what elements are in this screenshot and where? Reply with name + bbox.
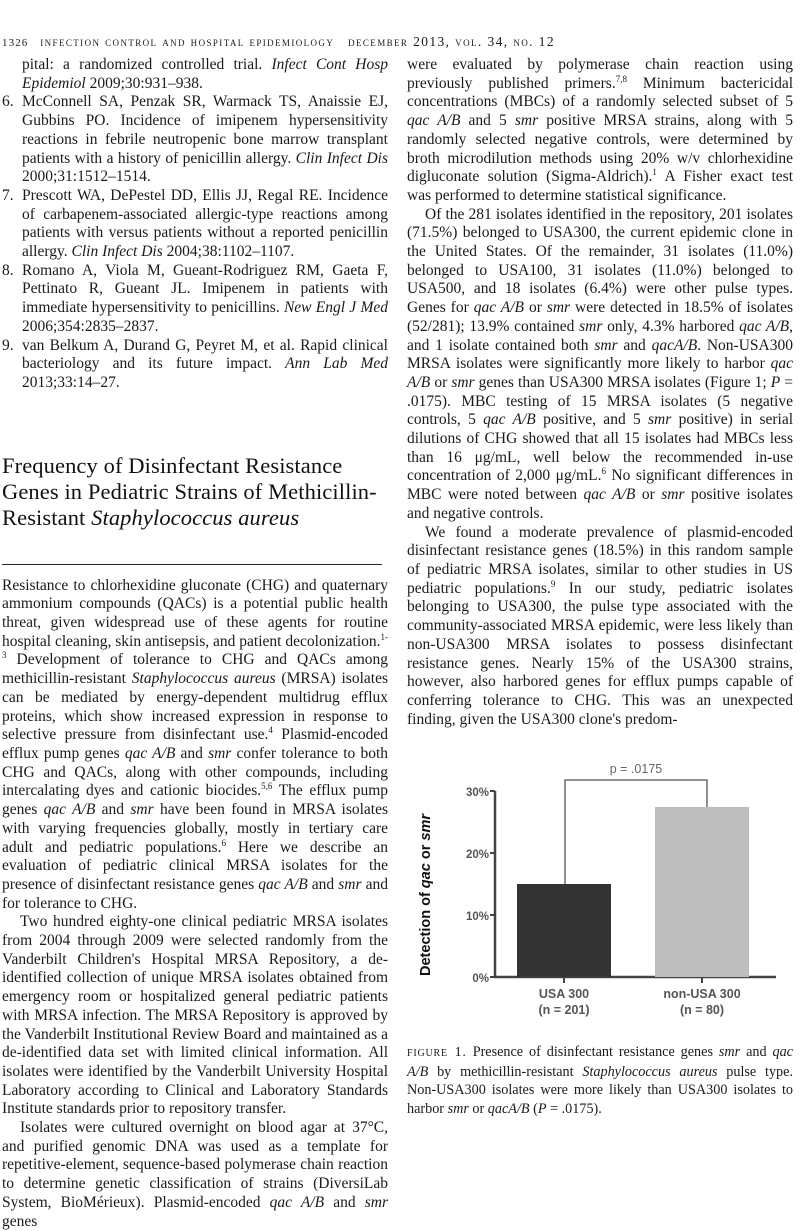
y-tick-label: 20% (465, 849, 489, 861)
reference-item: 6. McConnell SA, Penzak SR, Warmack TS, Anaissie EJ, Gubbins PO. Incidence of imipenem hypersensitivity reactions in febrile neutropenic bone marrow transplant patients with a history of penicillin allergy. Clin Infect Dis 2000;31:1512–1514. (2, 93, 388, 186)
bar-chart (405, 745, 795, 1025)
figure-caption: figure 1. Presence of disinfectant resistance genes smr and qac A/B by methicillin-resistant Staphylococcus aureus pulse type. Non-USA300 isolates were more likely than USA300 isolates to harbor smr or qacA/B (P = .0175). (407, 1044, 793, 1117)
paragraph-results: Of the 281 isolates identified in the repository, 201 isolates (71.5%) belonged to USA300, the current epidemic clone in the United States. Of the remainder, 31 isolates (11.0%) belonged to USA100, 31 isolates (11.0%) belonged to USA500, and 18 isolates (6.4%) were other pulse types. Genes for qac A/B or smr were detected in 18.5% of isolates (52/281); 13.9% contained smr only, 4.3% harbored qac A/B, and 1 isolate contained both smr and qacA/B. Non-USA300 MRSA isolates were significantly more likely to harbor qac A/B or smr genes than USA300 MRSA isolates (Figure 1; P = .0175). MBC testing of 15 MRSA isolates (5 negative controls, 5 qac A/B positive, and 5 smr positive) in serial dilutions of CHG showed that all 15 isolates had MBCs less than 16 μg/mL, well below the recommended in-use concentration of 2,000 μg/mL.$^6$ No significant differences in MBC were noted between qac A/B or smr positive isolates and negative controls. (407, 205, 794, 522)
paragraph-discussion: We found a moderate prevalence of plasmid-encoded disinfectant resistance genes (18.5%) in this random sample of pediatric MRSA isolates, similar to other studies in US pediatric populations.$^9$ In our study, pediatric isolates belonging to USA300, the pulse type associated with the community-associated MRSA epidemic, were less likely than non-USA300 MRSA isolates to possess disinfectant resistance genes. Nearly 15% of the USA300 strains, however, also harbored genes for efflux pumps capable of conferring tolerance to CHG. This was an unexpected finding, given the USA300 clone's predom- (407, 523, 793, 728)
reference-continuation: pital: a randomized controlled trial. Infect Cont Hosp Epidemiol 2009;30:931–938. (22, 56, 389, 92)
x-category-n: (n = 80) (679, 1003, 725, 1017)
bar-non-usa300 (655, 807, 749, 977)
figure-label: figure 1. (407, 1045, 467, 1060)
y-tick-label: 0% (472, 973, 489, 985)
article-title: Frequency of Disinfectant Resistance Genes in Pediatric Strains of Methicillin-Resistant Staphylococcus aureus (2, 452, 377, 530)
paragraph-methods-1: Two hundred eighty-one clinical pediatric MRSA isolates from 2004 through 2009 were selected randomly from the Vanderbilt Children's Hospital MRSA Repository, a de-identified collection of unique MRSA isolates obtained from emergency room or hospitalized general pediatric patients with MRSA infection. The MRSA Repository is approved by the Vanderbilt Institutional Review Board and maintained as a de-identified data set with limited clinical information. All isolates were identified by the Vanderbilt University Hospital Laboratory according to Clinical and Laboratory Standards Institute standards prior to repository transfer. (2, 913, 388, 1118)
journal-name: infection control and hospital epidemiology (40, 34, 335, 49)
reference-item: 8. Romano A, Viola M, Gueant-Rodriguez RM, Gaeta F, Pettinato R, Gueant JL. Imipenem in patients with immediate hypersensitivity to penicillins. New Engl J Med 2006;354:2835–2837. (2, 261, 388, 335)
paragraph-intro: Resistance to chlorhexidine gluconate (CHG) and quaternary ammonium compounds (QACs) is a potential public health threat, given widespread use of these agents for routine hospital cleaning, skin antisepsis, and patient decolonization.$^{1-3}$ Development of tolerance to CHG and QACs among methicillin-resistant Staphylococcus aureus (MRSA) isolates can be mediated by energy-dependent multidrug efflux proteins, which show increased expression in response to selective pressure from disinfectant use.$^4$ Plasmid-encoded efflux pump genes qac A/B and smr confer tolerance to both CHG and QACs, along with other compounds, including intercalating dyes and cationic biocides.$^{5,6}$ The efflux pump genes qac A/B and smr have been found in MRSA isolates with varying frequencies globally, mostly in tertiary care adult and pediatric populations.$^6$ Here we describe an evaluation of pediatric clinical MRSA isolates for the presence of disinfectant resistance genes qac A/B and smr and for tolerance to CHG. (2, 576, 389, 912)
x-category-n: (n = 201) (538, 1003, 590, 1017)
x-category-label: USA 300 (538, 987, 590, 1001)
right-column (407, 56, 793, 729)
reference-item: 9. van Belkum A, Durand G, Peyret M, et al. Rapid clinical bacteriology and its future impact. Ann Lab Med 2013;33:14–27. (2, 336, 388, 391)
issue-info: december 2013, vol. 34, no. 12 (348, 34, 555, 49)
paragraph-methods-2: Isolates were cultured overnight on blood agar at 37°C, and purified genomic DNA was used as a template for repetitive-element, sequence-based polymerase chain reaction to determine genetic classification of strains (DiversiLab System, BioMérieux). Plasmid-encoded qac A/B and smr genes (2, 1119, 388, 1230)
figure-1-chart (405, 745, 795, 1025)
running-head (2, 34, 792, 50)
reference-item: 7. Prescott WA, DePestel DD, Ellis JJ, Regal RE. Incidence of carbapenem-associated allergic-type reactions among patients with versus patients without a reported penicillin allergy. Clin Infect Dis 2004;38:1102–1107. (2, 186, 388, 261)
y-tick-label: 10% (465, 911, 489, 923)
x-category-label: non-USA 300 (663, 987, 741, 1001)
y-axis-label: Detection of qac or smr (418, 814, 434, 976)
left-column (2, 56, 388, 1231)
bar-usa300 (517, 884, 611, 977)
y-ticks (466, 787, 495, 985)
p-value-annotation: p = .0175 (609, 762, 663, 776)
page-number: 1326 (2, 37, 29, 49)
y-tick-label: 30% (465, 787, 489, 799)
paragraph-methods-2-tail: were evaluated by polymerase chain reaction using previously published primers.$^{7,8}$ Minimum bactericidal concentrations (MBCs) of a randomly selected subset of 5 qac A/B and 5 smr positive MRSA strains, along with 5 randomly selected negative controls, were determined by broth microdilution methods using 20% w/v chlorhexidine digluconate solution (Sigma-Aldrich).$^1$ A Fisher exact test was performed to determine statistical significance. (407, 56, 794, 204)
title-divider (2, 564, 382, 565)
